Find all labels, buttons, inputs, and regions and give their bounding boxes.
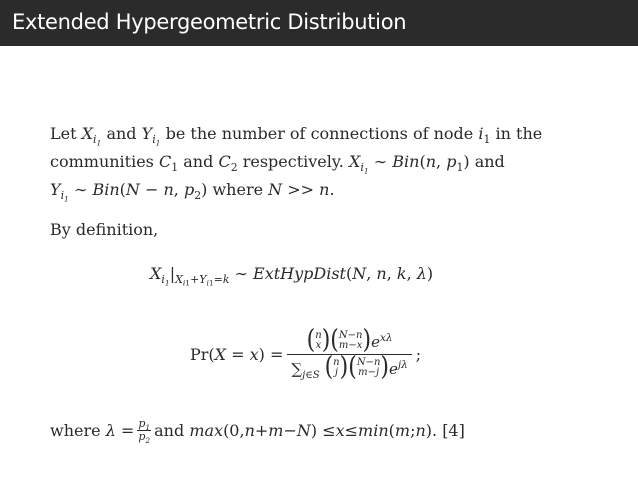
and-word: and	[106, 124, 137, 143]
intro-paragraph: Let $X_{i_1}$ and $Y_{i_1}$ be the number of connections of node $i_1$ in the communities $C_1$ and $C_2$ respectively. $X_{i_1}$ ∼ Bin(n, $p_1$) and $Y_{i_1}$ ∼ Bin(N − n, $p_2$) where N >> n.	[50, 124, 543, 204]
lambda-fraction: $\frac{p_1}{p_2}$	[138, 417, 151, 446]
probability-formula: Pr(X = x) = ( n x ) ( N−n m−x ) $e^{x\lambda}$ $\sum_{j\in S}$ ( n j ) ( N−n m−j ) $e^{j\lambda}$ ;	[190, 325, 422, 383]
reference: [4]	[442, 421, 465, 440]
definition-label: By definition,	[50, 220, 159, 239]
communities-word: communities	[50, 152, 154, 171]
ext-hyp-formula: $X_{i_1}|_{X_{i1}+Y_{i1}=k}$ ∼ ExtHypDist(N, n, k, λ)	[150, 264, 434, 288]
slide-title: Extended Hypergeometric Distribution	[0, 0, 638, 46]
probability-fraction: ( n x ) ( N−n m−x ) $e^{x\lambda}$ $\sum_{j\in S}$ ( n j ) ( N−n m−j ) $e^{j\lambda}$	[287, 330, 411, 379]
ext-hyp-label: ExtHypDist	[253, 264, 346, 283]
let-word: Let	[50, 124, 77, 143]
where-label: where	[50, 421, 101, 440]
and-word-2: and	[183, 152, 214, 171]
and-word-3: and	[474, 152, 505, 171]
where-and: and	[154, 421, 185, 440]
where-word: where	[212, 180, 264, 199]
connections-text: be the number of connections of node	[165, 124, 474, 143]
in-the-word: in the	[495, 124, 543, 143]
where-line: where λ = $\frac{p_1}{p_2}$ and max (0, n + m − N ) ≤ x ≤ min ( m ; n ). [4]	[50, 417, 465, 446]
respectively-word: respectively.	[242, 152, 344, 171]
